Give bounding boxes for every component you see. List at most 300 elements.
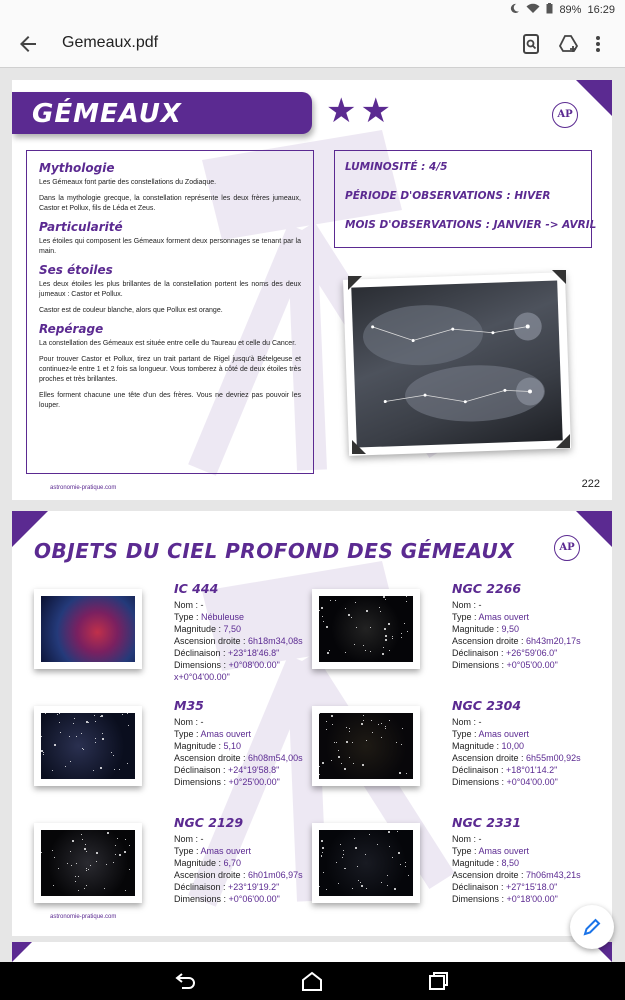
constellation-banner [12, 92, 312, 134]
star-dot [342, 857, 343, 858]
star-dot [399, 772, 401, 774]
star-dot [365, 854, 366, 855]
label: Ascension droite : [174, 753, 249, 763]
label: Ascension droite : [174, 870, 249, 880]
star-dot [321, 856, 322, 857]
star-dot [335, 600, 336, 601]
star-dot [360, 882, 361, 883]
star-dot [371, 720, 372, 721]
star-dot [76, 736, 77, 737]
star-dot [95, 738, 96, 739]
star-dot [41, 736, 42, 737]
star-dot [388, 831, 390, 833]
section-heading-ses-etoiles: Ses étoiles [39, 263, 113, 277]
star-dot [75, 881, 76, 882]
star-dot [349, 731, 350, 732]
system-navigation-bar [0, 962, 625, 1000]
value: Amas ouvert [200, 729, 252, 739]
star-dot [70, 761, 71, 762]
photo-corner [556, 434, 570, 448]
label: Ascension droite : [452, 870, 527, 880]
add-to-drive-icon[interactable] [558, 33, 580, 55]
label: Dimensions : [452, 777, 507, 787]
label: Magnitude : [174, 624, 224, 634]
star-dot [345, 652, 346, 653]
star-dot [338, 756, 340, 758]
value: +27°15'18.0" [506, 882, 558, 892]
deep-sky-object-card [34, 581, 314, 699]
nav-recents-icon[interactable] [426, 970, 450, 992]
star-dot [127, 763, 128, 764]
star-dot [392, 857, 393, 858]
star-dot [385, 726, 386, 727]
star-dot [379, 607, 380, 608]
star-dot [54, 744, 56, 746]
star-dot [319, 713, 320, 714]
star-dot [95, 742, 96, 743]
battery-level: 89% [559, 4, 582, 16]
nebula-image [41, 596, 135, 662]
page-footer-url: astronomie-pratique.com [50, 485, 117, 491]
object-thumbnail-frame [312, 589, 420, 669]
star-dot [43, 754, 44, 755]
star-dot [343, 854, 344, 855]
document-title: Gemeaux.pdf [62, 34, 159, 51]
value: - [200, 717, 204, 727]
deep-sky-object-card [312, 581, 592, 699]
star-dot [370, 651, 371, 652]
star-dot [392, 636, 393, 637]
value: +0°25'00.00" [228, 777, 280, 787]
star-dot [57, 714, 58, 715]
star-dot [322, 762, 324, 764]
star-dot [86, 851, 87, 852]
star-dot [406, 601, 407, 602]
value: 6h43m20,17s [526, 636, 581, 646]
value: - [478, 717, 482, 727]
value: Amas ouvert [478, 729, 530, 739]
star-dot [383, 647, 384, 648]
value: 5,10 [223, 741, 242, 751]
star-dot [346, 727, 347, 728]
star-dot [107, 832, 109, 834]
star-dot [400, 864, 401, 865]
object-details [174, 716, 303, 788]
star-dot [83, 749, 84, 750]
star-dot [394, 888, 396, 890]
star-dot [331, 760, 332, 761]
star-dot [323, 621, 324, 622]
star-dot [54, 857, 55, 858]
star-dot [383, 596, 385, 598]
cluster-image [319, 596, 413, 662]
star-dot [88, 722, 89, 723]
star-dot [319, 886, 320, 887]
star-dot [321, 607, 323, 609]
value: +0°08'00.00" [228, 660, 280, 670]
star-dot [101, 715, 103, 717]
object-id: NGC 2331 [452, 815, 522, 830]
value: +23°19'19.2" [228, 882, 280, 892]
star-dot [366, 610, 368, 612]
object-thumbnail-frame [34, 589, 142, 669]
value: 6,70 [223, 858, 242, 868]
star-dot [327, 652, 329, 654]
star-dot [392, 638, 393, 639]
star-dot [114, 769, 115, 770]
star-dot [321, 840, 323, 842]
value: +26°59'06.0" [506, 648, 558, 658]
star-dot [96, 852, 98, 854]
star-dot [354, 838, 355, 839]
star-dot [382, 653, 384, 655]
star-dot [405, 866, 406, 867]
do-not-disturb-moon-icon [509, 3, 520, 17]
value: 7h06m43,21s [526, 870, 581, 880]
deep-sky-object-card [34, 698, 314, 816]
star-dot [84, 888, 85, 889]
value: +24°19'58.8" [228, 765, 280, 775]
page-corner-decoration [576, 511, 612, 547]
constellation-illustration [351, 280, 562, 447]
star-dot [323, 872, 324, 873]
star-dot [385, 639, 387, 641]
star-dot [370, 627, 371, 628]
nav-back-icon[interactable] [174, 970, 198, 992]
paragraph: Les Gémeaux font partie des constellations du Zodiaque. [39, 179, 217, 186]
star-dot [111, 752, 112, 753]
star-dot [331, 715, 333, 717]
star-dot [406, 773, 407, 774]
object-details [452, 833, 581, 905]
value: - [200, 600, 204, 610]
star-dot [85, 844, 86, 845]
star-dot [41, 852, 42, 853]
value: 9,50 [501, 624, 520, 634]
star-dot [396, 742, 397, 743]
star-dot [361, 885, 363, 887]
star-dot [106, 864, 107, 865]
star-dot [401, 633, 402, 634]
label: Dimensions : [174, 777, 229, 787]
value: 6h08m54,00s [248, 753, 303, 763]
star-dot [326, 721, 327, 722]
cluster-image [319, 713, 413, 779]
star-dot [58, 868, 59, 869]
astronomie-pratique-logo: AP [554, 535, 580, 561]
star-dot [365, 650, 366, 651]
value: 6h18m34,08s [248, 636, 303, 646]
star-dot [334, 742, 335, 743]
star-dot [351, 617, 352, 618]
value: Amas ouvert [478, 846, 530, 856]
star-dot [52, 770, 53, 771]
star-dot [53, 885, 54, 886]
luminosity: LUMINOSITÉ : 4/5 [345, 161, 448, 173]
star-dot [361, 723, 363, 725]
value: Amas ouvert [200, 846, 252, 856]
star-dot [122, 714, 123, 715]
paragraph: Dans la mythologie grecque, la constellation représente les deux frères jumeaux, Castor et Pollux, fils de Léda et Zeus. [39, 195, 301, 212]
star-dot [93, 770, 94, 771]
object-details [452, 599, 581, 671]
star-dot [343, 850, 344, 851]
label: Type : [452, 612, 479, 622]
search-in-document-icon[interactable] [520, 33, 542, 55]
star-dot [326, 626, 328, 628]
value: +0°04'00.00" [506, 777, 558, 787]
star-dot [59, 722, 60, 723]
label: Déclinaison : [174, 648, 229, 658]
star-dot [355, 847, 357, 849]
nav-home-icon[interactable] [300, 970, 324, 992]
status-bar [0, 0, 625, 20]
paragraph: La constellation des Gémeaux est située entre celle du Taureau et celle du Cancer. [39, 340, 297, 347]
label: Nom : [452, 600, 479, 610]
star-dot [388, 623, 390, 625]
star-dot [389, 846, 390, 847]
cluster-image [41, 830, 135, 896]
star-dot [356, 627, 357, 628]
star-dot [381, 723, 382, 724]
star-dot [389, 720, 390, 721]
observation-box [334, 150, 597, 248]
label: Type : [174, 612, 202, 622]
observation-period: PÉRIODE D'OBSERVATIONS : HIVER [345, 190, 551, 202]
label: Type : [452, 846, 479, 856]
star-dot [43, 752, 44, 753]
object-id: M35 [174, 698, 204, 713]
photo-corner [348, 276, 362, 290]
star-dot [381, 737, 382, 738]
value: Amas ouvert [478, 612, 530, 622]
constellation-title: GÉMEAUX [32, 99, 182, 129]
value: x+0°04'00.00" [174, 672, 230, 682]
star-dot [366, 740, 367, 741]
value: +23°18'46.8" [228, 648, 280, 658]
page-footer-url: astronomie-pratique.com [50, 914, 117, 920]
star-dot [67, 863, 68, 864]
label: Nom : [174, 600, 201, 610]
object-thumbnail-frame [312, 823, 420, 903]
label: Nom : [452, 717, 479, 727]
value: 8,50 [501, 858, 520, 868]
star-dot [385, 599, 386, 600]
observation-months: MOIS D'OBSERVATIONS : JANVIER -> AVRIL [345, 219, 597, 231]
star-dot [76, 863, 77, 864]
star-dot [59, 713, 60, 714]
star-dot [349, 728, 350, 729]
paragraph: Castor est de couleur blanche, alors que Pollux est orange. [39, 307, 223, 314]
star-dot [401, 744, 402, 745]
star-dot [338, 750, 339, 751]
star-dot [329, 650, 330, 651]
label: Déclinaison : [174, 882, 229, 892]
star-dot [69, 736, 70, 737]
star-dot [319, 774, 320, 775]
star-dot [401, 637, 402, 638]
star-dot [363, 720, 364, 721]
star-dot [362, 764, 364, 766]
star-dot [125, 890, 126, 891]
star-dot [385, 635, 387, 637]
star-dot [346, 741, 348, 743]
value: - [478, 600, 482, 610]
label: Dimensions : [174, 660, 229, 670]
star-dot [348, 614, 350, 616]
star-dot [96, 861, 97, 862]
edit-fab-button[interactable] [570, 905, 614, 949]
more-vert-icon[interactable] [592, 33, 604, 55]
star-dot [366, 888, 367, 889]
star-dot [402, 728, 403, 729]
value: 10,00 [501, 741, 525, 751]
object-id: NGC 2129 [174, 815, 244, 830]
clock: 16:29 [587, 4, 615, 16]
photo-corner [552, 270, 566, 284]
star-dot [104, 888, 105, 889]
star-dot [102, 738, 104, 740]
back-arrow-icon[interactable] [16, 32, 40, 56]
star-dot [326, 729, 327, 730]
star-dot [119, 769, 120, 770]
star-dot [338, 883, 339, 884]
astronomie-pratique-logo: AP [552, 102, 578, 128]
star-dot [102, 733, 103, 734]
star-dot [357, 866, 358, 867]
star-dot [119, 854, 121, 856]
star-dot [340, 844, 341, 845]
object-id: NGC 2304 [452, 698, 522, 713]
pdf-page-222[interactable] [12, 80, 612, 500]
star-dot [78, 890, 79, 891]
star-dot [125, 839, 126, 840]
star-dot [82, 748, 83, 749]
star-dot [369, 834, 370, 835]
star-dot [377, 844, 378, 845]
star-dot [349, 757, 350, 758]
star-dot [124, 851, 126, 853]
label: Déclinaison : [452, 648, 507, 658]
object-details [174, 599, 303, 683]
star-dot [355, 602, 356, 603]
label: Magnitude : [452, 741, 502, 751]
star-dot [389, 650, 390, 651]
page-corner-decoration [576, 80, 612, 116]
page-number: 222 [581, 478, 600, 490]
info-box [26, 150, 314, 474]
star-dot [65, 766, 66, 767]
star-dot [322, 616, 323, 617]
label: Type : [174, 729, 201, 739]
cluster-image [319, 830, 413, 896]
value: 7,50 [223, 624, 242, 634]
star-dot [354, 644, 355, 645]
star-dot [352, 742, 353, 743]
star-dot [74, 718, 75, 719]
star-dot [407, 631, 408, 632]
pdf-page-next[interactable] [12, 942, 612, 962]
value: +0°18'00.00" [506, 894, 558, 904]
value: 6h55m00,92s [526, 753, 581, 763]
star-dot [129, 845, 130, 846]
star-dot [95, 721, 96, 722]
star-dot [72, 840, 74, 842]
gemini-twins-illustration-icon [351, 280, 562, 447]
star-dot [405, 862, 406, 863]
label: Type : [174, 846, 201, 856]
star-dot [128, 725, 129, 726]
section-heading-particularite: Particularité [39, 220, 123, 234]
page-title: OBJETS DU CIEL PROFOND DES GÉMEAUX [34, 539, 515, 563]
star-dot [326, 889, 327, 890]
star-dot [86, 885, 87, 886]
star-dot [100, 767, 102, 769]
label: Magnitude : [452, 858, 502, 868]
star-dot [88, 869, 89, 870]
star-dot [319, 766, 320, 767]
star-dot [52, 850, 53, 851]
star-dot [41, 750, 43, 752]
object-thumbnail-frame [312, 706, 420, 786]
value: Nébuleuse [201, 612, 245, 622]
star-dot [70, 851, 71, 852]
label: Nom : [174, 834, 201, 844]
star-dot [358, 880, 359, 881]
star-dot [381, 882, 382, 883]
star-dot [341, 763, 342, 764]
star-dot [330, 600, 331, 601]
star-dot [73, 723, 74, 724]
value: +0°06'00.00" [228, 894, 280, 904]
star-dot [71, 865, 72, 866]
label: Magnitude : [174, 858, 224, 868]
paragraph: Elles forment chacune une tête d'un des frères. Vous ne devriez pas pouvoir les louper. [39, 392, 301, 409]
value: +0°05'00.00" [506, 660, 558, 670]
object-thumbnail-frame [34, 706, 142, 786]
value: 6h01m06,97s [248, 870, 303, 880]
star-dot [336, 742, 337, 743]
star-dot [117, 838, 118, 839]
label: Dimensions : [174, 894, 229, 904]
star-dot [322, 847, 324, 849]
paragraph: Les deux étoiles les plus brillantes de la constellation portent les noms des deux jumeaux : Castor et Pollux. [39, 281, 301, 298]
star-dot [363, 645, 364, 646]
star-dot [345, 868, 346, 869]
app-bar [0, 20, 625, 68]
star-dot [408, 875, 409, 876]
star-dot [332, 724, 333, 725]
star-dot [387, 885, 388, 886]
star-dot [380, 611, 381, 612]
star-dot [345, 608, 346, 609]
label: Dimensions : [452, 660, 507, 670]
star-dot [115, 845, 116, 846]
star-dot [113, 862, 114, 863]
label: Nom : [452, 834, 479, 844]
star-dot [363, 715, 364, 716]
star-dot [45, 713, 46, 714]
paragraph: Pour trouver Castor et Pollux, tirez un trait partant de Rigel jusqu'à Bételgeuse et continuez-le entre 1 et 2 fois sa longueur. Vous tomberez à côté de deux étoiles très proches et très brillantes. [39, 356, 301, 383]
star-dot [86, 870, 87, 871]
label: Dimensions : [452, 894, 507, 904]
label: Déclinaison : [452, 882, 507, 892]
pdf-page-223[interactable] [12, 511, 612, 936]
star-dot [82, 839, 83, 840]
star-dot [406, 596, 407, 597]
label: Nom : [174, 717, 201, 727]
star-dot [75, 876, 76, 877]
